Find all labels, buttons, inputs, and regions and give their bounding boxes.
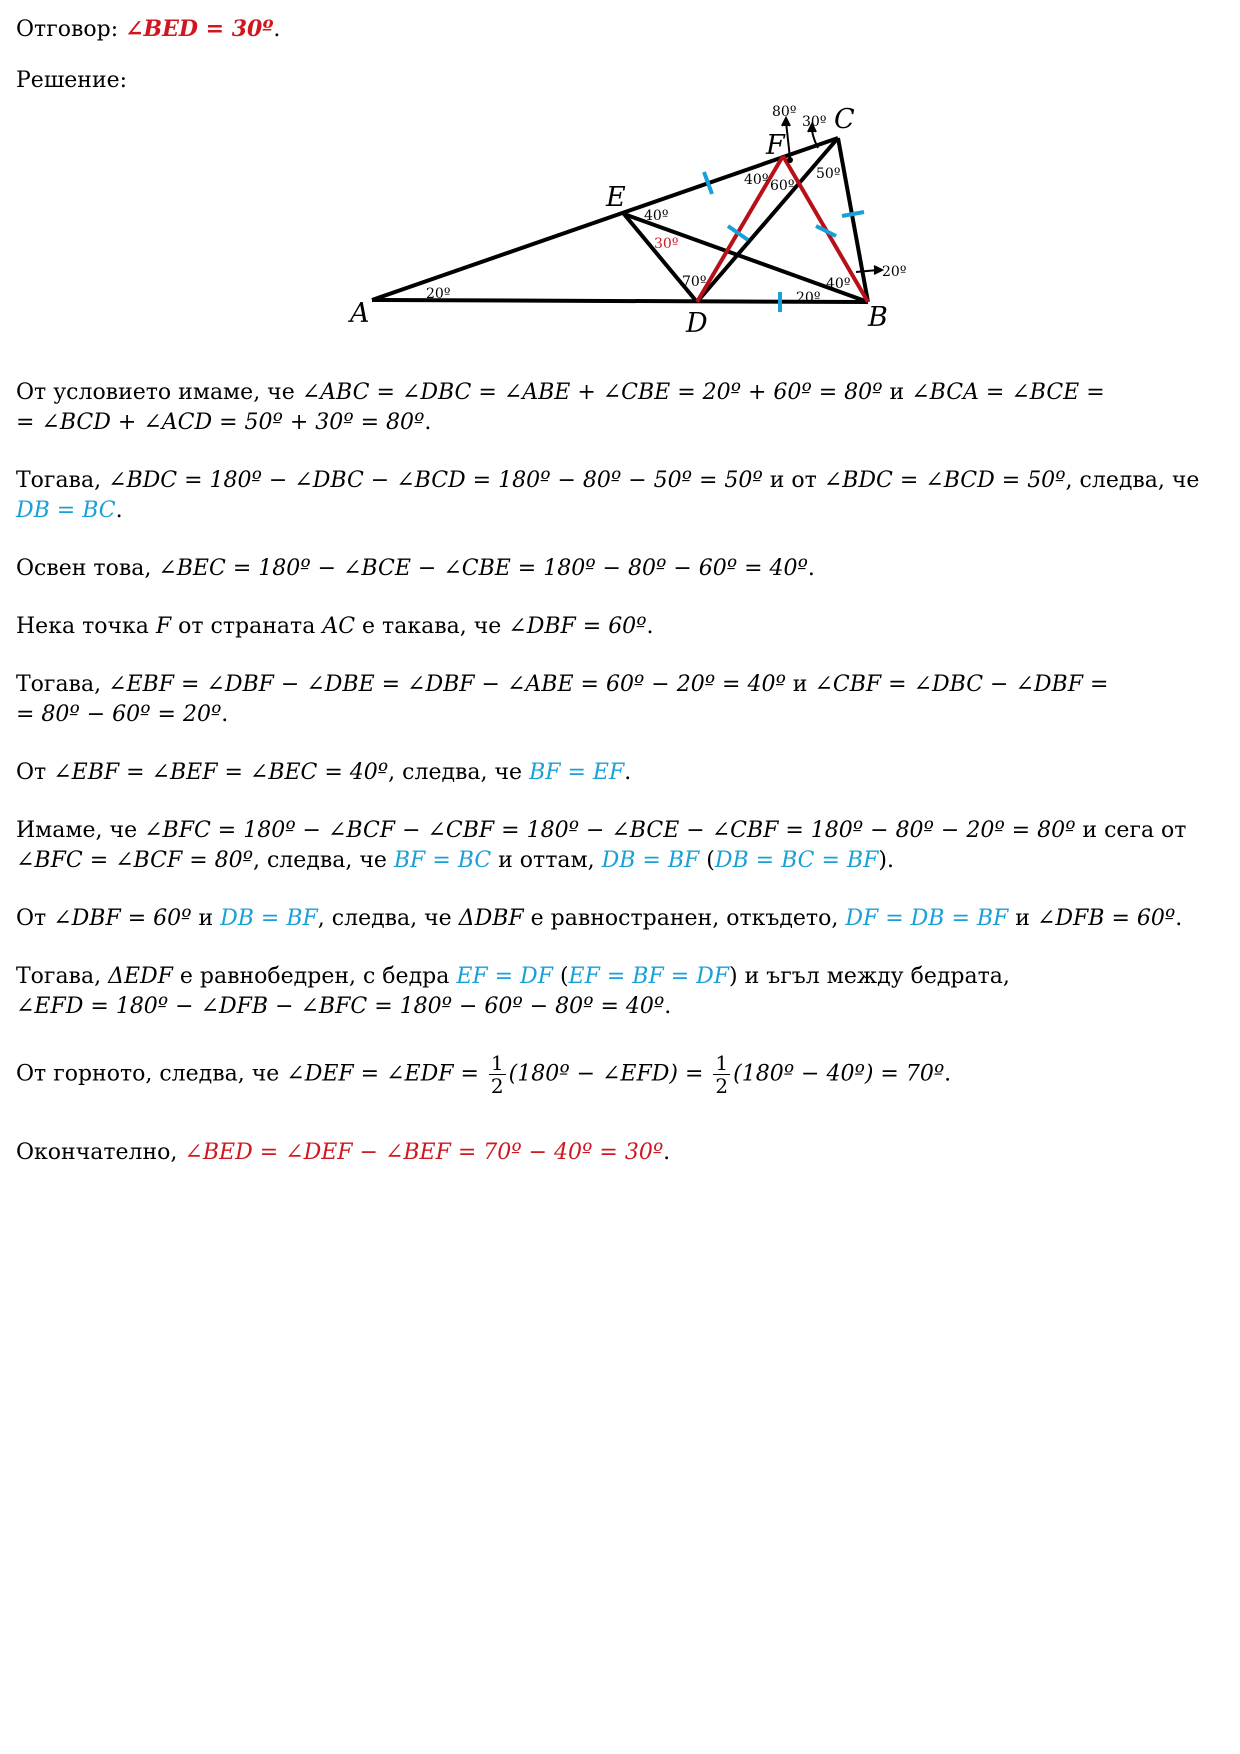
- svg-text:40º: 40º: [744, 172, 769, 188]
- paragraph-4: Нека точка F от страната AC е такава, че ∠DBF = 60º.: [16, 614, 654, 639]
- paragraph-9-line-2: ∠EFD = 180º − ∠DFB − ∠BFC = 180º − 60º − 80º = 40º.: [16, 994, 672, 1019]
- paragraph-1-line-1: От условието имаме, че ∠ABC = ∠DBC = ∠ABE + ∠CBE = 20º + 60º = 80º и ∠BCA = ∠BCE =: [16, 380, 1105, 405]
- svg-text:40º: 40º: [826, 276, 851, 292]
- svg-text:60º: 60º: [770, 178, 795, 194]
- paragraph-7-line-2: ∠BFC = ∠BCF = 80º, следва, че BF = BC и оттам, DB = BF (DB = BC = BF).: [16, 848, 894, 873]
- paragraph-5-line-2: = 80º − 60º = 20º.: [16, 702, 229, 727]
- svg-text:30º: 30º: [654, 236, 679, 252]
- vertex-F: F: [766, 130, 785, 161]
- svg-text:50º: 50º: [816, 166, 841, 182]
- paragraph-3: Освен това, ∠BEC = 180º − ∠BCE − ∠CBE = 180º − 80º − 60º = 40º.: [16, 556, 815, 581]
- vertex-B: B: [868, 302, 888, 333]
- paragraph-9-line-1: Тогава, ΔEDF е равнобедрен, с бедра EF = DF (EF = BF = DF) и ъгъл между бедрата,: [16, 964, 1010, 989]
- svg-text:80º: 80º: [772, 104, 797, 120]
- solution-label-text: Решение: [16, 68, 120, 93]
- answer-value: ∠BED = 30º: [125, 16, 274, 42]
- svg-text:20º: 20º: [882, 264, 907, 280]
- vertex-D: D: [686, 308, 708, 335]
- paragraph-7-line-1: Имаме, че ∠BFC = 180º − ∠BCF − ∠CBF = 180º − ∠BCE − ∠CBF = 180º − 80º − 20º = 80º и сега от: [16, 818, 1187, 843]
- paragraph-1-line-2: = ∠BCD + ∠ACD = 50º + 30º = 80º.: [16, 410, 432, 435]
- svg-text:30º: 30º: [802, 114, 827, 130]
- paragraph-10: От горното, следва, че ∠DEF = ∠EDF = $\frac{1}{2}$ (180º − ∠EFD) = $\frac{1}{2}$ (180º − 40º) = 70º.: [16, 1051, 952, 1098]
- svg-text:20º: 20º: [796, 290, 821, 306]
- vertex-C: C: [834, 104, 855, 135]
- paragraph-11-conclusion: Окончателно, ∠BED = ∠DEF − ∠BEF = 70º − 40º = 30º.: [16, 1140, 671, 1165]
- paragraph-8: От ∠DBF = 60º и DB = BF, следва, че ΔDBF е равностранен, откъдето, DF = DB = BF и ∠DFB = 60º.: [16, 906, 1183, 931]
- vertex-E: E: [606, 182, 626, 213]
- fraction-one-half-2: $\frac{1}{2}$: [715, 1051, 729, 1098]
- answer-label: Отговор: [16, 17, 111, 42]
- paragraph-2-line-2: DB = BC.: [16, 498, 123, 523]
- svg-text:20º: 20º: [426, 286, 451, 302]
- paragraph-5-line-1: Тогава, ∠EBF = ∠DBF − ∠DBE = ∠DBF − ∠ABE = 60º − 20º = 40º и ∠CBF = ∠DBC − ∠DBF =: [16, 672, 1109, 697]
- vertex-A: A: [350, 298, 370, 329]
- fraction-one-half: $\frac{1}{2}$: [490, 1051, 504, 1098]
- paragraph-2-line-1: Тогава, ∠BDC = 180º − ∠DBC − ∠BCD = 180º − 80º − 50º = 50º и от ∠BDC = ∠BCD = 50º, следва, че: [16, 468, 1200, 493]
- svg-text:70º: 70º: [682, 274, 707, 290]
- paragraph-6: От ∠EBF = ∠BEF = ∠BEC = 40º, следва, че BF = EF.: [16, 760, 632, 785]
- triangle-figure: [330, 95, 930, 335]
- solution-label: Решение:: [16, 68, 128, 93]
- answer-line: Отговор: ∠BED = 30º.: [16, 16, 281, 42]
- svg-text:40º: 40º: [644, 208, 669, 224]
